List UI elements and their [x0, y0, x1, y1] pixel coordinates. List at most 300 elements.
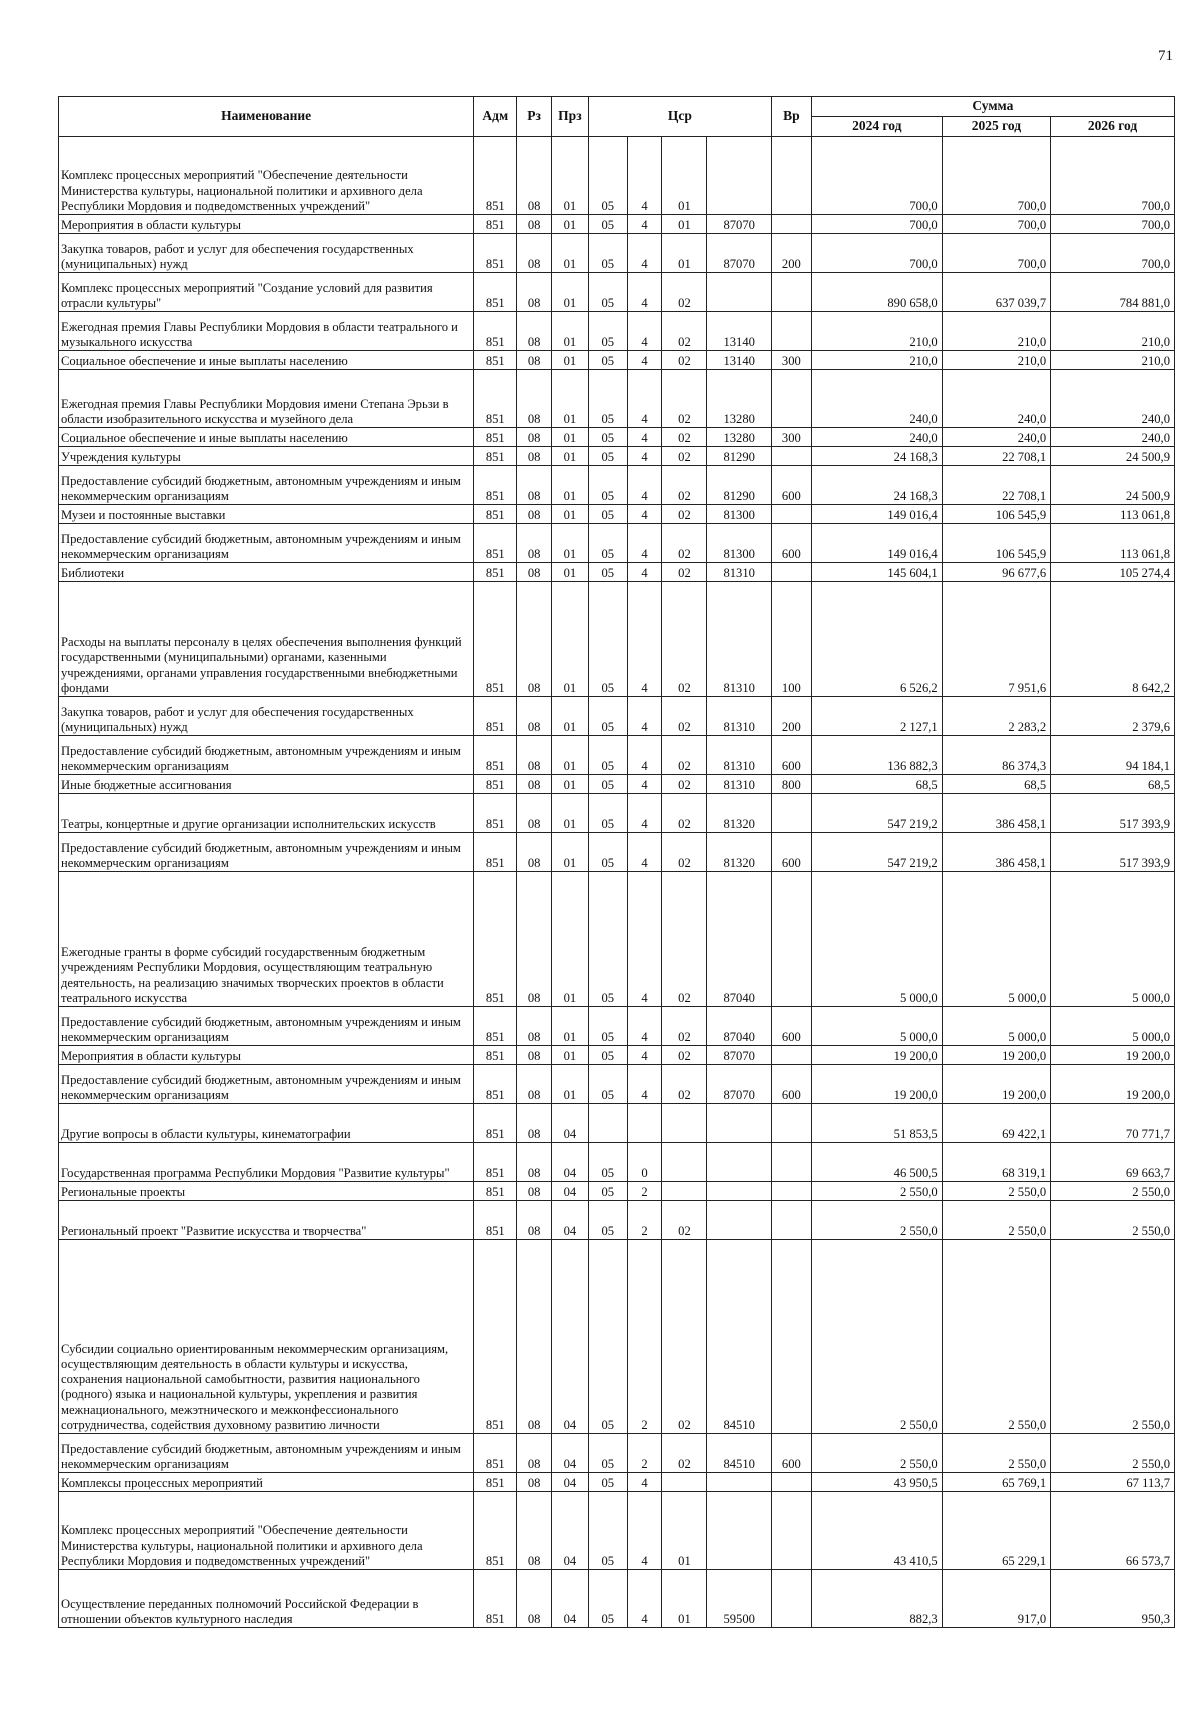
row-sum-2024: 6 526,2 [811, 582, 942, 697]
row-vr: 100 [771, 582, 811, 697]
table-row [59, 273, 1175, 312]
row-adm: 851 [474, 736, 517, 775]
row-adm: 851 [474, 1065, 517, 1104]
row-csr-2: 4 [627, 1065, 662, 1104]
row-rz: 08 [517, 775, 552, 794]
row-adm: 851 [474, 582, 517, 697]
row-sum-2026: 67 113,7 [1051, 1473, 1175, 1492]
row-rz: 08 [517, 833, 552, 872]
row-vr: 300 [771, 428, 811, 447]
row-sum-2026: 8 642,2 [1051, 582, 1175, 697]
row-csr-4 [707, 1492, 771, 1570]
row-sum-2024: 43 410,5 [811, 1492, 942, 1570]
row-sum-2025: 106 545,9 [942, 505, 1050, 524]
row-vr [771, 1104, 811, 1143]
row-adm: 851 [474, 1007, 517, 1046]
row-sum-2026: 240,0 [1051, 428, 1175, 447]
row-csr-2: 4 [627, 1570, 662, 1628]
row-csr-3: 02 [662, 794, 707, 833]
row-sum-2024: 24 168,3 [811, 466, 942, 505]
row-name: Предоставление субсидий бюджетным, автономным учреждениям и иным некоммерческим организациям [59, 1065, 474, 1104]
row-sum-2024: 2 550,0 [811, 1201, 942, 1240]
row-csr-1: 05 [588, 872, 627, 1007]
row-sum-2026: 700,0 [1051, 137, 1175, 215]
row-sum-2026: 2 550,0 [1051, 1182, 1175, 1201]
table-row [59, 794, 1175, 833]
row-sum-2025: 106 545,9 [942, 524, 1050, 563]
row-vr [771, 1473, 811, 1492]
row-sum-2025: 96 677,6 [942, 563, 1050, 582]
row-csr-4: 13140 [707, 312, 771, 351]
row-vr: 300 [771, 351, 811, 370]
row-sum-2026: 113 061,8 [1051, 524, 1175, 563]
row-csr-4: 87070 [707, 1065, 771, 1104]
row-vr [771, 447, 811, 466]
row-name: Закупка товаров, работ и услуг для обеспечения государственных (муниципальных) нужд [59, 234, 474, 273]
row-csr-4: 81310 [707, 697, 771, 736]
row-sum-2026: 2 550,0 [1051, 1240, 1175, 1434]
row-csr-2: 2 [627, 1434, 662, 1473]
row-rz: 08 [517, 1104, 552, 1143]
row-csr-4 [707, 1182, 771, 1201]
row-vr [771, 370, 811, 428]
row-sum-2025: 2 283,2 [942, 697, 1050, 736]
row-sum-2026: 68,5 [1051, 775, 1175, 794]
row-sum-2025: 210,0 [942, 312, 1050, 351]
row-csr-1: 05 [588, 447, 627, 466]
table-row [59, 1065, 1175, 1104]
row-csr-3: 02 [662, 872, 707, 1007]
table-row [59, 447, 1175, 466]
row-rz: 08 [517, 1065, 552, 1104]
row-sum-2026: 950,3 [1051, 1570, 1175, 1628]
row-csr-1: 05 [588, 833, 627, 872]
row-csr-3 [662, 1473, 707, 1492]
table-row [59, 1434, 1175, 1473]
row-csr-2: 4 [627, 505, 662, 524]
table-row [59, 1570, 1175, 1628]
row-csr-2: 4 [627, 775, 662, 794]
row-rz: 08 [517, 466, 552, 505]
row-sum-2025: 210,0 [942, 351, 1050, 370]
row-csr-3: 01 [662, 1492, 707, 1570]
row-sum-2025: 700,0 [942, 137, 1050, 215]
row-sum-2024: 2 550,0 [811, 1434, 942, 1473]
row-vr [771, 1492, 811, 1570]
row-rz: 08 [517, 1434, 552, 1473]
row-csr-1: 05 [588, 351, 627, 370]
row-sum-2026: 2 379,6 [1051, 697, 1175, 736]
row-csr-3: 02 [662, 1065, 707, 1104]
row-sum-2025: 68,5 [942, 775, 1050, 794]
row-adm: 851 [474, 775, 517, 794]
header-adm: Адм [474, 97, 517, 137]
row-csr-2: 4 [627, 447, 662, 466]
row-sum-2026: 700,0 [1051, 234, 1175, 273]
row-sum-2025: 240,0 [942, 428, 1050, 447]
row-csr-4 [707, 1473, 771, 1492]
row-adm: 851 [474, 1473, 517, 1492]
row-rz: 08 [517, 234, 552, 273]
row-csr-3 [662, 1182, 707, 1201]
row-vr: 200 [771, 234, 811, 273]
row-csr-1: 05 [588, 563, 627, 582]
row-rz: 08 [517, 312, 552, 351]
row-prz: 01 [552, 312, 589, 351]
row-csr-3: 02 [662, 524, 707, 563]
row-vr [771, 1046, 811, 1065]
row-sum-2026: 24 500,9 [1051, 447, 1175, 466]
row-name: Ежегодные гранты в форме субсидий государственным бюджетным учреждениям Республики Мордовия, осуществляющим театральную деятельность, на реализацию значимых творческих проектов в области театрального искусства [59, 872, 474, 1007]
row-sum-2025: 2 550,0 [942, 1434, 1050, 1473]
row-sum-2025: 86 374,3 [942, 736, 1050, 775]
row-sum-2024: 145 604,1 [811, 563, 942, 582]
row-vr: 600 [771, 833, 811, 872]
row-name: Предоставление субсидий бюджетным, автономным учреждениям и иным некоммерческим организациям [59, 833, 474, 872]
table-row [59, 833, 1175, 872]
row-sum-2026: 517 393,9 [1051, 794, 1175, 833]
row-name: Государственная программа Республики Мордовия "Развитие культуры" [59, 1143, 474, 1182]
table-row [59, 563, 1175, 582]
row-sum-2025: 19 200,0 [942, 1065, 1050, 1104]
row-vr [771, 505, 811, 524]
row-csr-1: 05 [588, 215, 627, 234]
row-sum-2026: 5 000,0 [1051, 1007, 1175, 1046]
table-row [59, 137, 1175, 215]
row-prz: 04 [552, 1434, 589, 1473]
row-csr-4: 81310 [707, 563, 771, 582]
row-sum-2026: 240,0 [1051, 370, 1175, 428]
row-csr-1: 05 [588, 582, 627, 697]
row-csr-3: 02 [662, 447, 707, 466]
row-csr-1: 05 [588, 1007, 627, 1046]
row-adm: 851 [474, 273, 517, 312]
row-sum-2025: 5 000,0 [942, 872, 1050, 1007]
table-row [59, 1046, 1175, 1065]
row-csr-2: 2 [627, 1182, 662, 1201]
row-rz: 08 [517, 736, 552, 775]
row-sum-2024: 2 550,0 [811, 1182, 942, 1201]
row-csr-3: 02 [662, 466, 707, 505]
header-rz: Рз [517, 97, 552, 137]
row-csr-4: 84510 [707, 1434, 771, 1473]
row-rz: 08 [517, 1570, 552, 1628]
row-prz: 01 [552, 794, 589, 833]
row-sum-2024: 547 219,2 [811, 833, 942, 872]
row-adm: 851 [474, 872, 517, 1007]
row-sum-2026: 19 200,0 [1051, 1046, 1175, 1065]
row-csr-1: 05 [588, 736, 627, 775]
row-adm: 851 [474, 524, 517, 563]
row-csr-3 [662, 1104, 707, 1143]
row-sum-2024: 136 882,3 [811, 736, 942, 775]
row-name: Осуществление переданных полномочий Российской Федерации в отношении объектов культурного наследия [59, 1570, 474, 1628]
row-rz: 08 [517, 447, 552, 466]
row-csr-3: 01 [662, 137, 707, 215]
row-prz: 01 [552, 505, 589, 524]
row-csr-1: 05 [588, 312, 627, 351]
row-csr-3: 02 [662, 370, 707, 428]
row-name: Ежегодная премия Главы Республики Мордовия имени Степана Эрьзи в области изобразительного искусства и музейного дела [59, 370, 474, 428]
row-csr-3 [662, 1143, 707, 1182]
table-row [59, 1492, 1175, 1570]
row-csr-4: 84510 [707, 1240, 771, 1434]
row-sum-2024: 5 000,0 [811, 872, 942, 1007]
row-csr-2: 4 [627, 312, 662, 351]
row-sum-2024: 240,0 [811, 370, 942, 428]
row-prz: 01 [552, 697, 589, 736]
row-csr-1: 05 [588, 1240, 627, 1434]
table-row [59, 428, 1175, 447]
row-csr-4: 81320 [707, 833, 771, 872]
row-name: Комплекс процессных мероприятий "Создание условий для развития отрасли культуры" [59, 273, 474, 312]
row-vr [771, 273, 811, 312]
row-csr-1: 05 [588, 794, 627, 833]
row-csr-4 [707, 137, 771, 215]
row-sum-2026: 113 061,8 [1051, 505, 1175, 524]
row-prz: 01 [552, 428, 589, 447]
row-vr: 600 [771, 1065, 811, 1104]
row-vr: 600 [771, 466, 811, 505]
row-csr-4 [707, 1201, 771, 1240]
row-rz: 08 [517, 1007, 552, 1046]
row-csr-4: 81310 [707, 736, 771, 775]
table-row [59, 697, 1175, 736]
row-vr: 200 [771, 697, 811, 736]
row-sum-2026: 19 200,0 [1051, 1065, 1175, 1104]
row-csr-2: 4 [627, 1473, 662, 1492]
row-csr-2: 4 [627, 137, 662, 215]
table-row [59, 872, 1175, 1007]
row-sum-2024: 240,0 [811, 428, 942, 447]
row-rz: 08 [517, 582, 552, 697]
row-csr-2: 4 [627, 351, 662, 370]
row-csr-1: 05 [588, 428, 627, 447]
row-prz: 01 [552, 775, 589, 794]
row-adm: 851 [474, 312, 517, 351]
row-vr [771, 1240, 811, 1434]
row-csr-2: 2 [627, 1201, 662, 1240]
row-csr-2: 4 [627, 466, 662, 505]
row-rz: 08 [517, 428, 552, 447]
row-vr [771, 312, 811, 351]
row-sum-2024: 890 658,0 [811, 273, 942, 312]
row-rz: 08 [517, 872, 552, 1007]
row-csr-4: 81300 [707, 505, 771, 524]
row-name: Библиотеки [59, 563, 474, 582]
row-sum-2024: 24 168,3 [811, 447, 942, 466]
row-sum-2026: 69 663,7 [1051, 1143, 1175, 1182]
row-csr-3: 02 [662, 351, 707, 370]
row-sum-2025: 69 422,1 [942, 1104, 1050, 1143]
row-csr-2: 4 [627, 697, 662, 736]
row-csr-2: 4 [627, 524, 662, 563]
table-row [59, 582, 1175, 697]
row-csr-4: 81310 [707, 775, 771, 794]
row-csr-1: 05 [588, 1182, 627, 1201]
row-csr-1: 05 [588, 775, 627, 794]
row-csr-4: 87040 [707, 1007, 771, 1046]
row-sum-2026: 210,0 [1051, 351, 1175, 370]
row-csr-2: 0 [627, 1143, 662, 1182]
row-csr-4: 87070 [707, 215, 771, 234]
row-csr-2: 4 [627, 370, 662, 428]
row-adm: 851 [474, 1434, 517, 1473]
row-sum-2025: 22 708,1 [942, 466, 1050, 505]
row-name: Социальное обеспечение и иные выплаты населению [59, 428, 474, 447]
table-row [59, 1143, 1175, 1182]
row-csr-1: 05 [588, 697, 627, 736]
row-name: Расходы на выплаты персоналу в целях обеспечения выполнения функций государственными (муниципальными) органами, казенными учреждениями, органами управления государственными внебюджетными фондами [59, 582, 474, 697]
row-sum-2024: 700,0 [811, 215, 942, 234]
row-sum-2024: 149 016,4 [811, 524, 942, 563]
row-sum-2025: 386 458,1 [942, 833, 1050, 872]
row-adm: 851 [474, 1104, 517, 1143]
row-rz: 08 [517, 1201, 552, 1240]
row-rz: 08 [517, 505, 552, 524]
header-vr: Вр [771, 97, 811, 137]
row-csr-3: 02 [662, 428, 707, 447]
table-row [59, 736, 1175, 775]
row-vr [771, 563, 811, 582]
row-csr-3: 02 [662, 833, 707, 872]
row-vr [771, 215, 811, 234]
row-name: Иные бюджетные ассигнования [59, 775, 474, 794]
row-vr [771, 1182, 811, 1201]
row-sum-2026: 24 500,9 [1051, 466, 1175, 505]
row-adm: 851 [474, 1143, 517, 1182]
row-csr-3: 02 [662, 273, 707, 312]
row-csr-1: 05 [588, 1046, 627, 1065]
row-csr-1: 05 [588, 524, 627, 563]
row-prz: 01 [552, 1046, 589, 1065]
row-csr-3: 02 [662, 582, 707, 697]
header-csr: Цср [588, 97, 771, 137]
row-csr-4: 81310 [707, 582, 771, 697]
row-name: Предоставление субсидий бюджетным, автономным учреждениям и иным некоммерческим организациям [59, 1007, 474, 1046]
row-adm: 851 [474, 1570, 517, 1628]
row-csr-4: 13280 [707, 370, 771, 428]
row-prz: 01 [552, 273, 589, 312]
row-csr-3: 02 [662, 1201, 707, 1240]
row-sum-2024: 46 500,5 [811, 1143, 942, 1182]
row-prz: 01 [552, 872, 589, 1007]
row-csr-3: 01 [662, 234, 707, 273]
table-row [59, 234, 1175, 273]
row-sum-2026: 700,0 [1051, 215, 1175, 234]
row-name: Театры, концертные и другие организации исполнительских искусств [59, 794, 474, 833]
row-rz: 08 [517, 1143, 552, 1182]
row-csr-2: 2 [627, 1240, 662, 1434]
table-row [59, 1201, 1175, 1240]
row-adm: 851 [474, 1492, 517, 1570]
row-csr-1: 05 [588, 505, 627, 524]
row-sum-2024: 700,0 [811, 234, 942, 273]
row-rz: 08 [517, 563, 552, 582]
row-csr-3: 02 [662, 1240, 707, 1434]
row-csr-3: 02 [662, 505, 707, 524]
header-prz: Прз [552, 97, 589, 137]
row-sum-2025: 22 708,1 [942, 447, 1050, 466]
row-sum-2026: 105 274,4 [1051, 563, 1175, 582]
row-sum-2024: 51 853,5 [811, 1104, 942, 1143]
row-prz: 04 [552, 1143, 589, 1182]
row-adm: 851 [474, 794, 517, 833]
row-csr-1: 05 [588, 1492, 627, 1570]
row-sum-2024: 19 200,0 [811, 1046, 942, 1065]
row-prz: 01 [552, 833, 589, 872]
row-csr-3: 02 [662, 775, 707, 794]
row-adm: 851 [474, 466, 517, 505]
row-adm: 851 [474, 833, 517, 872]
row-sum-2024: 5 000,0 [811, 1007, 942, 1046]
row-prz: 01 [552, 563, 589, 582]
table-row [59, 1473, 1175, 1492]
row-csr-3: 02 [662, 697, 707, 736]
row-csr-1: 05 [588, 466, 627, 505]
row-rz: 08 [517, 1473, 552, 1492]
row-sum-2026: 70 771,7 [1051, 1104, 1175, 1143]
row-csr-2: 4 [627, 563, 662, 582]
row-prz: 04 [552, 1240, 589, 1434]
row-adm: 851 [474, 447, 517, 466]
row-rz: 08 [517, 370, 552, 428]
row-prz: 01 [552, 524, 589, 563]
row-sum-2025: 65 769,1 [942, 1473, 1050, 1492]
row-vr: 600 [771, 1007, 811, 1046]
row-csr-4: 81320 [707, 794, 771, 833]
row-sum-2026: 94 184,1 [1051, 736, 1175, 775]
row-name: Ежегодная премия Главы Республики Мордовия в области театрального и музыкального искусства [59, 312, 474, 351]
row-csr-3: 01 [662, 215, 707, 234]
table-row [59, 312, 1175, 351]
row-sum-2024: 210,0 [811, 312, 942, 351]
row-sum-2024: 149 016,4 [811, 505, 942, 524]
row-prz: 01 [552, 234, 589, 273]
row-sum-2026: 5 000,0 [1051, 872, 1175, 1007]
row-vr [771, 1143, 811, 1182]
row-csr-4: 87070 [707, 1046, 771, 1065]
row-adm: 851 [474, 1240, 517, 1434]
row-prz: 04 [552, 1182, 589, 1201]
row-csr-1: 05 [588, 370, 627, 428]
row-csr-1 [588, 1104, 627, 1143]
table-row [59, 505, 1175, 524]
row-rz: 08 [517, 273, 552, 312]
row-prz: 01 [552, 351, 589, 370]
row-csr-2: 4 [627, 582, 662, 697]
row-name: Комплекс процессных мероприятий "Обеспечение деятельности Министерства культуры, национальной политики и архивного дела Республики Мордовия и подведомственных учреждений" [59, 1492, 474, 1570]
row-vr [771, 1570, 811, 1628]
row-csr-2: 4 [627, 273, 662, 312]
table-row [59, 1240, 1175, 1434]
row-sum-2025: 7 951,6 [942, 582, 1050, 697]
row-name: Социальное обеспечение и иные выплаты населению [59, 351, 474, 370]
budget-table [58, 96, 1175, 1628]
row-name: Субсидии социально ориентированным некоммерческим организациям, осуществляющим деятельность в области культуры и искусства, сохранения национальной самобытности, развития национального (родного) языка и национальной культуры, укрепления и развития межнационального, межэтнического и межконфессионального сотрудничества, содействия духовному развитию личности [59, 1240, 474, 1434]
header-name: Наименование [59, 97, 474, 137]
row-rz: 08 [517, 1046, 552, 1065]
row-sum-2025: 700,0 [942, 234, 1050, 273]
header-2024: 2024 год [811, 117, 942, 137]
row-name: Учреждения культуры [59, 447, 474, 466]
row-prz: 04 [552, 1473, 589, 1492]
row-sum-2025: 19 200,0 [942, 1046, 1050, 1065]
row-rz: 08 [517, 215, 552, 234]
row-csr-1: 05 [588, 1434, 627, 1473]
row-name: Другие вопросы в области культуры, кинематографии [59, 1104, 474, 1143]
page-number: 71 [1158, 48, 1173, 64]
